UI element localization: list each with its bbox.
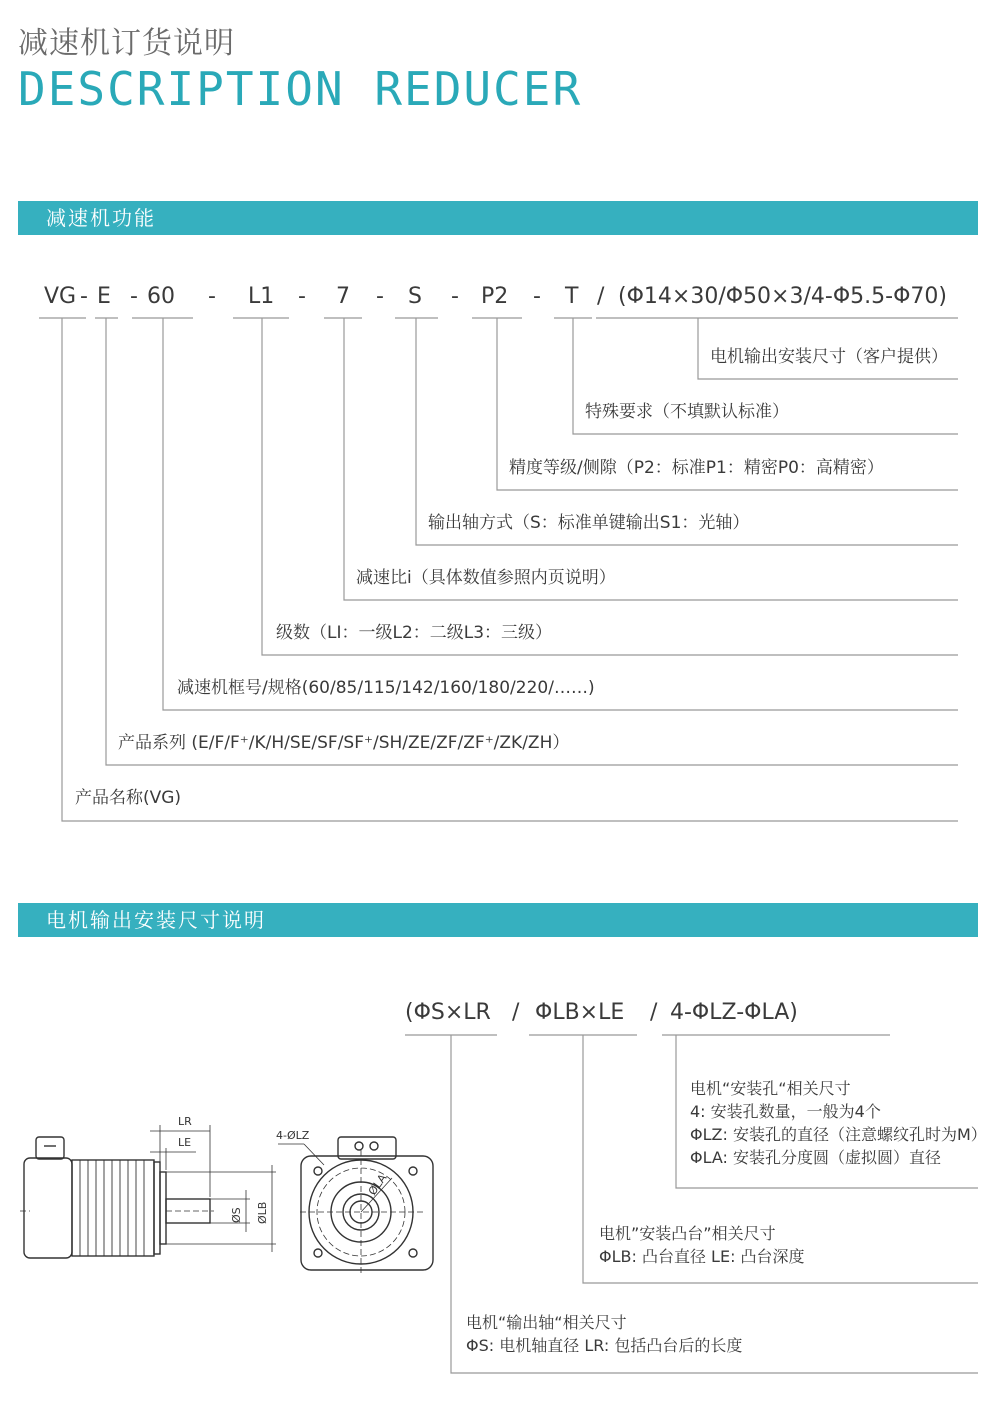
- desc-shaft: 输出轴方式（S：标准单键输出S1：光轴）: [428, 513, 750, 533]
- side-view-labels: [178, 1115, 269, 1224]
- format-part-holes: 4-ΦLZ-ΦLA): [670, 1000, 798, 1025]
- code-separator: -: [80, 284, 88, 309]
- code-separator: -: [376, 284, 384, 309]
- desc-series: 产品系列 (E/F/F⁺/K/H/SE/SF/SF⁺/SH/ZE/ZF/ZF⁺/ZK/ZH）: [118, 733, 570, 753]
- code-part-series: E: [97, 284, 111, 309]
- desc-precision: 精度等级/侧隙（P2：标准P1：精密P0：高精密）: [509, 458, 884, 478]
- code-separator: -: [130, 284, 138, 309]
- front-view-labels: [276, 1129, 390, 1198]
- lb-label: ØLB: [256, 1201, 269, 1224]
- code-part-frame: 60: [147, 284, 175, 309]
- code-part-shaft: S: [408, 284, 422, 309]
- note-line: ΦLA: 安装孔分度圆（虚拟圆）直径: [690, 1148, 942, 1167]
- code-part-stage: L1: [248, 284, 275, 309]
- note-output-shaft: [466, 1311, 742, 1357]
- code-separator: /: [597, 284, 605, 309]
- la-label: ØLA: [365, 1171, 390, 1198]
- section-heading-reducer-function: 减速机功能: [18, 201, 978, 235]
- code-part-special: T: [565, 284, 579, 309]
- code-separator: -: [208, 284, 216, 309]
- note-line: ΦLZ: 安装孔的直径（注意螺纹孔时为M）: [690, 1125, 987, 1144]
- s-label: ØS: [230, 1207, 243, 1223]
- desc-motor-dims: 电机输出安装尺寸（客户提供）: [710, 347, 948, 367]
- format-part-shaft: (ΦS×LR: [405, 1000, 491, 1025]
- desc-stage: 级数（LI：一级L2：二级L3：三级）: [276, 623, 553, 643]
- page-title-cn: 减速机订货说明: [18, 26, 235, 61]
- section-heading-motor-dims: 电机输出安装尺寸说明: [18, 903, 978, 937]
- desc-frame: 减速机框号/规格(60/85/115/142/160/180/220/……): [177, 678, 595, 698]
- code-separator: -: [533, 284, 541, 309]
- code-part-precision: P2: [481, 284, 509, 309]
- note-mounting-boss: [599, 1222, 805, 1268]
- motor-front-view: [278, 1137, 433, 1276]
- desc-ratio: 减速比i（具体数值参照内页说明）: [356, 568, 616, 588]
- lr-label: LR: [178, 1115, 192, 1128]
- motor-side-view: [20, 1125, 276, 1258]
- note-line: 电机“输出轴“相关尺寸: [466, 1313, 627, 1332]
- note-line: ΦS: 电机轴直径 LR: 包括凸台后的长度: [466, 1336, 743, 1355]
- code-part-motor-dims: (Φ14×30/Φ50×3/4-Φ5.5-Φ70): [618, 284, 947, 309]
- code-part-ratio: 7: [336, 284, 350, 309]
- note-line: 电机”安装凸台”相关尺寸: [599, 1224, 776, 1243]
- format-part-boss: ΦLB×LE: [535, 1000, 625, 1025]
- le-label: LE: [178, 1136, 192, 1149]
- note-line: ΦLB: 凸台直径 LE: 凸台深度: [599, 1247, 805, 1266]
- format-separator: /: [650, 1000, 658, 1025]
- code-part-product: VG: [44, 284, 77, 309]
- note-mounting-holes: [690, 1077, 987, 1169]
- note-line: 电机“安装孔“相关尺寸: [690, 1079, 851, 1098]
- code-separator: -: [451, 284, 459, 309]
- note-line: 4: 安装孔数量，一般为4个: [690, 1102, 881, 1121]
- page-title-en: DESCRIPTION REDUCER: [18, 62, 583, 116]
- desc-product: 产品名称(VG): [75, 788, 182, 808]
- code-separator: -: [298, 284, 306, 309]
- format-separator: /: [512, 1000, 520, 1025]
- lz-label: 4-ØLZ: [276, 1129, 310, 1142]
- desc-special: 特殊要求（不填默认标准）: [585, 402, 789, 422]
